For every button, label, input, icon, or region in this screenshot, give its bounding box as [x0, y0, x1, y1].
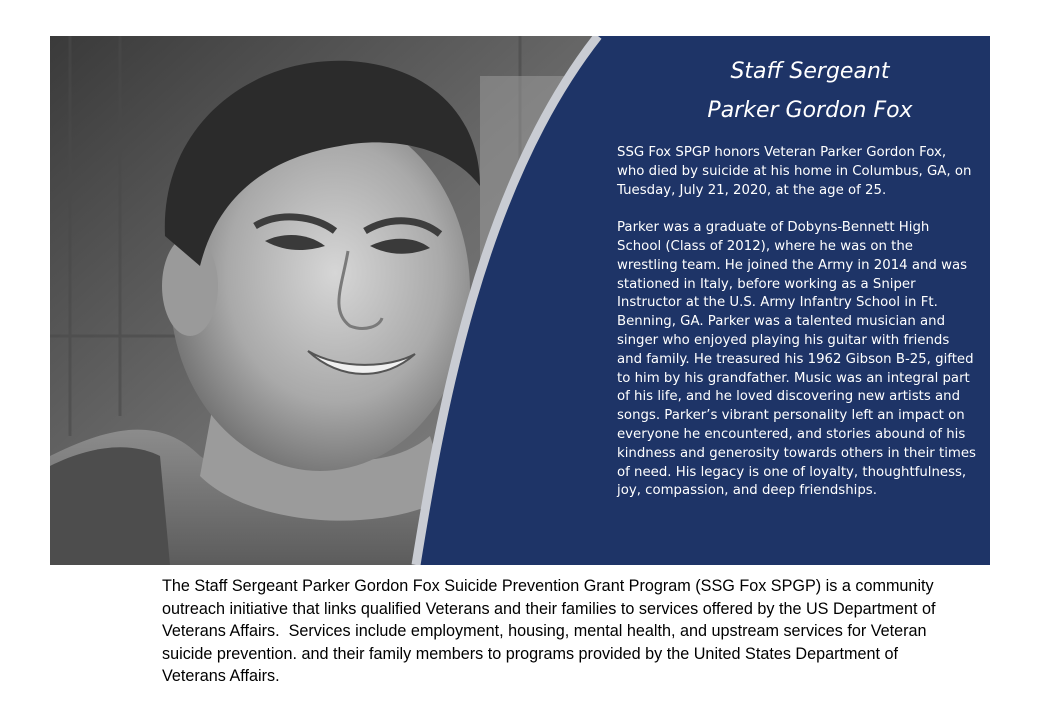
bio-paragraph-2: Parker was a graduate of Dobyns-Bennett High School (Class of 2012), where he was on the wrestling team. He joined the Army in 2014 and was stationed in Italy, before working as a Sniper Instructor at the U.S. Army Infantry School in Ft. Benning, GA. Parker was a talented musician and singer who enjoyed playing his guitar with friends and family. He treasured his 1962 Gibson B-25, gifted to him by his grandfather. Music was an integral part of his life, and he loved discovering new artists and songs. Parker’s vibrant personality left an impact on everyone he encountered, and stories abound of his kindness and generosity towards others in their times of need. His legacy is one of loyalty, thoughtfulness, joy, compassion, and deep friendships. [617, 220, 976, 499]
banner-title-rank: Staff Sergeant [730, 59, 890, 84]
memorial-banner [50, 36, 990, 565]
banner-title-name: Parker Gordon Fox [707, 98, 913, 123]
biography-text [617, 144, 977, 520]
bio-paragraph-1: SSG Fox SPGP honors Veteran Parker Gordon Fox, who died by suicide at his home in Columbus, GA, on Tuesday, July 21, 2020, at the age of 25. [617, 145, 972, 198]
program-description: The Staff Sergeant Parker Gordon Fox Suicide Prevention Grant Program (SSG Fox SPGP) is a community outreach initiative that links qualified Veterans and their families to services offered by the US Department of Veterans Affairs. Services include employment, housing, mental health, and upstream services for Veteran suicide prevention. and their family members to programs provided by the United States Department of Veterans Affairs. [162, 577, 941, 686]
